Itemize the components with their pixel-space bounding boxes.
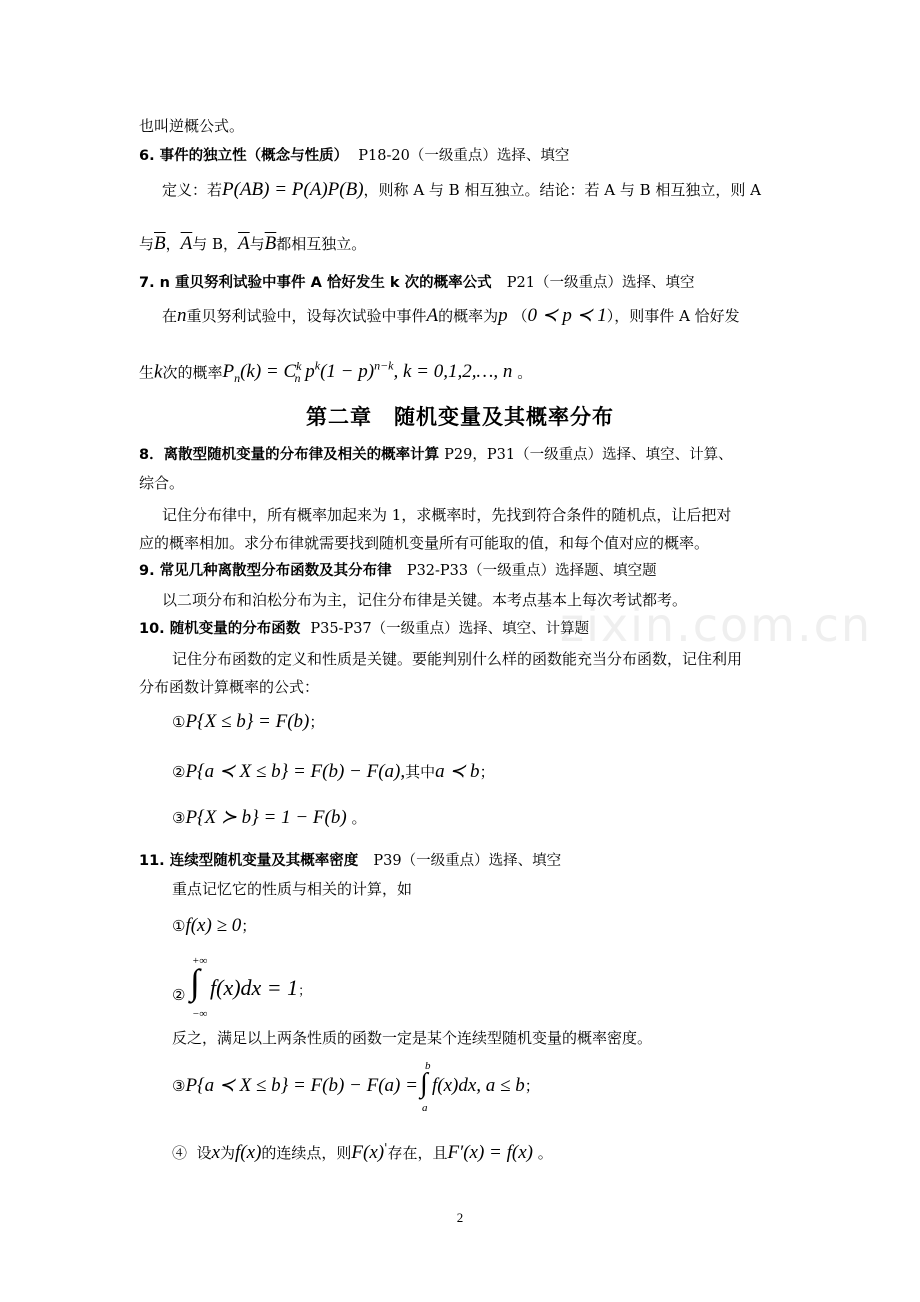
text-fragment: 与 B， — [192, 235, 239, 253]
math-subscript: n — [234, 371, 241, 386]
text-fragment: 。 — [517, 363, 533, 382]
section-7-ref: P21（一级重点）选择、填空 — [506, 275, 695, 291]
math-fragment: , k = 0,1,2,…, n — [393, 361, 513, 383]
math-x: x — [211, 1142, 221, 1163]
circled-number: ② — [172, 763, 186, 781]
text-fragment: 生 — [139, 363, 155, 382]
section-7-paragraph-1 — [162, 306, 740, 326]
section-6-conclusion — [139, 234, 366, 254]
b-complement: $\overline{B}$ — [264, 233, 277, 254]
text-fragment: ； — [479, 763, 495, 781]
circled-number: ④ — [172, 1144, 188, 1162]
text-line: 应的概率相加。求分布律就需要找到随机变量所有可能取的值，和每个值对应的概率。 — [139, 534, 710, 552]
section-9-heading — [139, 561, 657, 581]
integral-lower-limit: −∞ — [192, 1008, 208, 1020]
section-7-heading — [139, 273, 694, 293]
text-line: 以二项分布和泊松分布为主，记住分布律是关键。本考点基本上每次考试都考。 — [162, 591, 688, 609]
text-fragment: 与 — [249, 235, 265, 253]
text-line: 记住分布律中，所有概率加起来为 1，求概率时，先找到符合条件的随机点，让后把对 — [162, 506, 732, 524]
math-n: n — [177, 305, 187, 326]
a-complement: $\overline{A}$ — [180, 233, 193, 254]
independence-formula: P(AB) = P(A)P(B) — [222, 179, 364, 200]
circled-number: ③ — [172, 809, 186, 827]
cdf-formula-2 — [172, 762, 495, 782]
section-9-ref: P32-P33（一级重点）选择题、填空题 — [406, 563, 657, 579]
math-formula: f(x)dx = 1 — [210, 975, 299, 1000]
text-fragment: 的概率为 — [438, 307, 499, 325]
text-line: 记住分布函数的定义和性质是关键。要能判别什么样的函数能充当分布函数，记住利用 — [172, 650, 743, 668]
math-formula: f(x)dx, a ≤ b — [432, 1075, 525, 1096]
circled-number: ① — [172, 917, 186, 935]
math-fragment: (1 − p) — [320, 361, 375, 383]
pdf-formula-2-number: ② — [172, 986, 186, 1004]
section-6-ref: P18-20（一级重点）选择、填空 — [358, 148, 570, 164]
section-9-title: 9. 常见几种离散型分布函数及其分布律 — [139, 563, 392, 579]
text-fragment: 为 — [220, 1144, 236, 1162]
integral-upper-limit: +∞ — [192, 955, 208, 967]
section-11-title: 11. 连续型随机变量及其概率密度 — [139, 853, 359, 869]
text-fragment: 次的概率 — [162, 363, 223, 382]
b-complement: $\overline{B}$ — [154, 233, 166, 254]
section-6-definition — [162, 180, 761, 200]
text-fragment: 在 — [162, 307, 178, 325]
math-condition: a ≺ b — [435, 761, 480, 782]
watermark: zixin.com.cn — [560, 598, 873, 652]
text-line: 综合。 — [139, 474, 185, 492]
cdf-formula-1 — [172, 712, 324, 732]
pdf-formula-1 — [172, 916, 256, 936]
definition-prefix: 定义：若 — [162, 181, 223, 199]
section-11-ref: P39（一级重点）选择、填空 — [373, 853, 562, 869]
text-fragment: （ — [512, 307, 528, 325]
text-fragment: ），则事件 A 恰好发 — [606, 307, 740, 325]
circled-number: ① — [172, 713, 186, 731]
text-line: 分布函数计算概率的公式： — [139, 678, 320, 696]
text-fragment: 都相互独立。 — [276, 235, 367, 253]
text-fragment: 与 — [139, 235, 155, 253]
text-fragment: 。 — [351, 809, 367, 827]
text-fragment: ； — [524, 1077, 540, 1095]
circled-number: ③ — [172, 1077, 186, 1095]
section-7-paragraph-2 — [139, 356, 532, 388]
math-derivative: F′(x) = f(x) — [447, 1142, 533, 1163]
page-number: 2 — [456, 1210, 464, 1225]
integral-sign: ∫ — [190, 962, 200, 1002]
text-fragment: 设 — [196, 1144, 212, 1162]
math-formula: f(x) ≥ 0 — [185, 915, 242, 936]
math-superscript: k — [314, 359, 321, 373]
bernoulli-formula — [222, 359, 513, 386]
pdf-formula-2 — [210, 975, 311, 1005]
text-fragment: 存在，且 — [387, 1144, 448, 1162]
section-6-title: 6. 事件的独立性（概念与性质） — [139, 148, 349, 164]
section-10-ref: P35-P37（一级重点）选择、填空、计算题 — [310, 621, 590, 637]
text-fragment: 其中 — [405, 763, 436, 781]
section-8-heading — [139, 445, 733, 465]
text-fragment: ， — [165, 235, 181, 253]
math-fragment: p — [305, 361, 315, 383]
chapter-title: 第二章 随机变量及其概率分布 — [306, 405, 614, 429]
math-k: k — [154, 361, 163, 383]
math-formula: P{X ≻ b} = 1 − F(b) — [185, 807, 347, 828]
section-8-title: 8．离散型随机变量的分布律及相关的概率计算 — [139, 447, 440, 463]
math-a: A — [426, 305, 439, 326]
section-10-title: 10. 随机变量的分布函数 — [139, 621, 301, 637]
math-fragment: P — [222, 361, 235, 383]
math-fragment: (k) = C — [240, 361, 297, 383]
a-complement: $\overline{A}$ — [238, 233, 250, 254]
cdf-formula-3 — [172, 808, 366, 828]
text-fragment: 。 — [537, 1144, 553, 1162]
text-fragment: 的连续点，则 — [261, 1144, 352, 1162]
text-fragment: 重贝努利试验中，设每次试验中事件 — [186, 307, 427, 325]
text-fragment: ； — [241, 917, 257, 935]
pdf-formula-4 — [172, 1138, 553, 1163]
math-Fx: F(x) — [351, 1142, 385, 1163]
math-subscript: n — [294, 371, 301, 386]
section-11-heading — [139, 851, 561, 871]
pdf-formula-3-integrand — [432, 1076, 540, 1096]
math-formula: P{a ≺ X ≤ b} = F(b) − F(a), — [185, 761, 406, 782]
integral-sign: ∫ — [420, 1068, 428, 1099]
integral-lower-limit: a — [422, 1102, 428, 1114]
text-line: 反之，满足以上两条性质的函数一定是某个连续型随机变量的概率密度。 — [172, 1029, 653, 1047]
math-superscript: k — [296, 359, 302, 373]
pdf-formula-3 — [172, 1076, 418, 1096]
math-superscript: n−k — [374, 359, 394, 373]
p-range: 0 ≺ p ≺ 1 — [527, 305, 607, 326]
section-7-title: 7. n 重贝努利试验中事件 A 恰好发生 k 次的概率公式 — [139, 275, 492, 291]
integral-upper-limit: b — [425, 1060, 431, 1072]
section-8-ref: P29，P31（一级重点）选择、填空、计算、 — [444, 447, 733, 463]
text-fragment: ； — [298, 984, 312, 999]
text-line: 重点记忆它的性质与相关的计算，如 — [172, 880, 413, 898]
section-6-heading — [139, 146, 569, 166]
math-formula: P{a ≺ X ≤ b} = F(b) − F(a) = — [185, 1075, 418, 1096]
math-prime: ' — [384, 1141, 388, 1155]
definition-suffix: ，则称 A 与 B 相互独立。结论：若 A 与 B 相互独立，则 A — [363, 181, 762, 199]
math-formula: P{X ≤ b} = F(b) — [185, 711, 310, 732]
math-fx: f(x) — [235, 1142, 262, 1163]
math-p: p — [498, 305, 508, 326]
text-line: 也叫逆概公式。 — [139, 117, 245, 135]
text-fragment: ； — [309, 713, 325, 731]
section-10-heading — [139, 619, 589, 639]
